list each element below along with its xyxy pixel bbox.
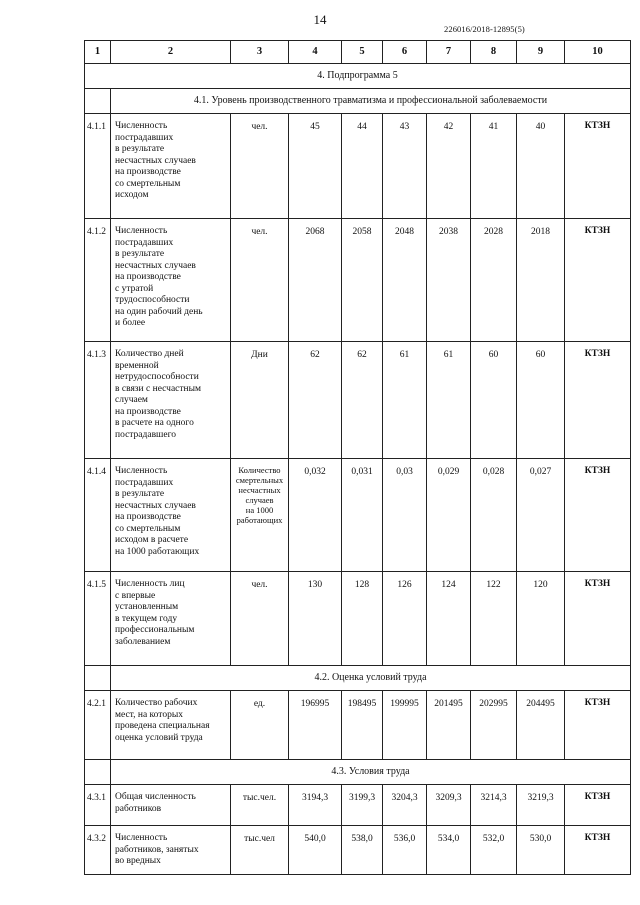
indicator-name	[111, 114, 231, 219]
value-cell: 536,0	[383, 826, 427, 875]
value-cell: 199995	[383, 691, 427, 760]
responsible-cell: КТЗН	[565, 572, 631, 666]
indicator-code: 4.1.4	[85, 459, 111, 572]
unit-of-measure	[231, 691, 289, 760]
unit-of-measure	[231, 114, 289, 219]
header-cell: 4	[289, 41, 342, 64]
responsible-cell: КТЗН	[565, 342, 631, 459]
text-line: Дни	[251, 350, 268, 360]
text-line: работников, занятых	[115, 844, 199, 855]
header-cell: 10	[565, 41, 631, 64]
responsible-cell: КТЗН	[565, 826, 631, 875]
value-cell: 130	[289, 572, 342, 666]
text-line: работающих	[236, 515, 283, 525]
text-line: случаем	[115, 395, 148, 405]
unit-of-measure	[231, 342, 289, 459]
value-cell: 60	[471, 342, 517, 459]
responsible-cell: КТЗН	[565, 691, 631, 760]
header-cell: 2	[111, 41, 231, 64]
text-line: чел.	[251, 227, 268, 237]
responsible-cell: КТЗН	[565, 459, 631, 572]
value-cell: 44	[342, 114, 383, 219]
unit-of-measure	[231, 572, 289, 666]
unit-of-measure	[231, 785, 289, 826]
section-title-4-1: 4.1. Уровень производственного травматизма и профессиональной заболеваемости	[111, 89, 631, 114]
text-line: случаев	[245, 495, 274, 505]
indicator-code: 4.1.1	[85, 114, 111, 219]
section-spacer	[85, 89, 111, 114]
header-row	[85, 41, 631, 64]
page-number: 14	[313, 12, 327, 27]
value-cell: 2058	[342, 219, 383, 342]
text-line: в текущем году	[115, 613, 178, 624]
document-code: 226016/2018-12895(5)	[444, 24, 525, 34]
unit-of-measure	[231, 826, 289, 875]
responsible-cell: КТЗН	[565, 114, 631, 219]
indicator-code: 4.1.3	[85, 342, 111, 459]
header-cell: 6	[383, 41, 427, 64]
text-line: с утратой	[115, 283, 154, 294]
text-line: в результате	[115, 249, 165, 259]
text-line: Общая численность	[115, 792, 196, 802]
text-line: несчастных случаев	[115, 500, 196, 511]
section-spacer	[85, 666, 111, 691]
text-line: Численность	[115, 121, 168, 131]
text-line: пострадавших	[115, 132, 174, 143]
value-cell: 45	[289, 114, 342, 219]
indicator-code: 4.1.5	[85, 572, 111, 666]
text-line: на производстве	[115, 167, 181, 177]
text-line: Количество рабочих	[115, 698, 198, 708]
section-row	[85, 760, 631, 785]
indicator-code: 4.3.1	[85, 785, 111, 826]
header-cell: 1	[85, 41, 111, 64]
value-cell: 61	[383, 342, 427, 459]
value-cell: 126	[383, 572, 427, 666]
table-row	[85, 572, 631, 666]
table-row	[85, 459, 631, 572]
text-line: ед.	[253, 699, 266, 709]
value-cell: 2028	[471, 219, 517, 342]
text-line: чел.	[251, 122, 268, 132]
value-cell: 0,032	[289, 459, 342, 572]
value-cell: 3209,3	[427, 785, 471, 826]
text-line: профессиональным	[115, 625, 195, 635]
text-line: пострадавших	[115, 237, 174, 248]
indicator-code: 4.1.2	[85, 219, 111, 342]
table-row	[85, 785, 631, 826]
text-line: тыс.чел	[244, 834, 275, 844]
value-cell: 538,0	[342, 826, 383, 875]
value-cell: 124	[427, 572, 471, 666]
value-cell: 198495	[342, 691, 383, 760]
value-cell: 2038	[427, 219, 471, 342]
value-cell: 61	[427, 342, 471, 459]
value-cell: 204495	[517, 691, 565, 760]
indicator-name	[111, 691, 231, 760]
section-title-4-3: 4.3. Условия труда	[111, 760, 631, 785]
section-row	[85, 666, 631, 691]
indicator-name	[111, 342, 231, 459]
text-line: на 1000 работающих	[115, 546, 200, 557]
text-line: Количество	[238, 465, 281, 475]
value-cell: 0,03	[383, 459, 427, 572]
header-cell: 9	[517, 41, 565, 64]
header-cell: 7	[427, 41, 471, 64]
text-line: несчастных случаев	[115, 260, 196, 271]
text-line: заболеванием	[115, 636, 171, 647]
text-line: Численность	[115, 833, 168, 843]
text-line: исходом в расчете	[115, 535, 189, 545]
responsible-cell: КТЗН	[565, 785, 631, 826]
text-line: чел.	[251, 580, 268, 590]
text-line: тыс.чел.	[242, 793, 277, 803]
text-line: Количество дней	[115, 349, 184, 359]
table-row	[85, 114, 631, 219]
text-line: с впервые	[115, 590, 156, 601]
header-cell: 5	[342, 41, 383, 64]
value-cell: 3214,3	[471, 785, 517, 826]
table-row	[85, 342, 631, 459]
text-line: на производстве	[115, 406, 181, 417]
text-line: на 1000	[245, 505, 274, 515]
value-cell: 41	[471, 114, 517, 219]
text-line: на производстве	[115, 272, 181, 282]
text-line: установленным	[115, 602, 179, 612]
text-line: во вредных	[115, 856, 161, 866]
text-line: оценка условий труда	[115, 732, 203, 743]
text-line: на производстве	[115, 512, 181, 522]
text-line: проведена специальная	[115, 721, 210, 731]
text-line: в расчете на одного	[115, 418, 194, 428]
section-row	[85, 89, 631, 114]
header-cell: 3	[231, 41, 289, 64]
value-cell: 62	[342, 342, 383, 459]
value-cell: 202995	[471, 691, 517, 760]
text-line: смертельных	[235, 475, 284, 485]
section-spacer	[85, 760, 111, 785]
value-cell: 532,0	[471, 826, 517, 875]
unit-of-measure	[231, 459, 289, 572]
text-line: на один рабочий день	[115, 306, 203, 317]
value-cell: 196995	[289, 691, 342, 760]
value-cell: 530,0	[517, 826, 565, 875]
value-cell: 60	[517, 342, 565, 459]
indicator-code: 4.2.1	[85, 691, 111, 760]
subprogram-row	[85, 64, 631, 89]
text-line: в результате	[115, 144, 165, 154]
value-cell: 43	[383, 114, 427, 219]
text-line: пострадавших	[115, 477, 174, 488]
table-row	[85, 219, 631, 342]
value-cell: 540,0	[289, 826, 342, 875]
section-title-4-2: 4.2. Оценка условий труда	[111, 666, 631, 691]
indicator-name	[111, 572, 231, 666]
value-cell: 2068	[289, 219, 342, 342]
header-cell: 8	[471, 41, 517, 64]
value-cell: 0,028	[471, 459, 517, 572]
indicator-name	[111, 459, 231, 572]
text-line: временной	[115, 360, 159, 371]
text-line: пострадавшего	[115, 429, 176, 440]
value-cell: 120	[517, 572, 565, 666]
text-line: со смертельным	[115, 523, 181, 534]
indicator-name	[111, 219, 231, 342]
value-cell: 534,0	[427, 826, 471, 875]
indicator-name	[111, 785, 231, 826]
value-cell: 201495	[427, 691, 471, 760]
text-line: работников	[115, 803, 162, 814]
table-row	[85, 826, 631, 875]
value-cell: 3219,3	[517, 785, 565, 826]
unit-of-measure	[231, 219, 289, 342]
text-line: исходом	[115, 190, 149, 200]
value-cell: 3199,3	[342, 785, 383, 826]
value-cell: 62	[289, 342, 342, 459]
indicator-name	[111, 826, 231, 875]
text-line: несчастных	[238, 485, 281, 495]
indicators-table	[84, 40, 631, 875]
value-cell: 3194,3	[289, 785, 342, 826]
text-line: Численность	[115, 466, 168, 476]
subprogram-title: 4. Подпрограмма 5	[85, 64, 631, 89]
value-cell: 2018	[517, 219, 565, 342]
value-cell: 0,027	[517, 459, 565, 572]
value-cell: 128	[342, 572, 383, 666]
text-line: трудоспособности	[115, 295, 190, 305]
table-row	[85, 691, 631, 760]
value-cell: 0,031	[342, 459, 383, 572]
text-line: и более	[115, 318, 146, 328]
value-cell: 2048	[383, 219, 427, 342]
text-line: Численность	[115, 226, 168, 236]
text-line: мест, на которых	[115, 709, 183, 720]
text-line: Численность лиц	[115, 579, 185, 589]
text-line: несчастных случаев	[115, 155, 196, 166]
text-line: в связи с несчастным	[115, 383, 202, 394]
text-line: нетрудоспособности	[115, 372, 199, 382]
indicator-code: 4.3.2	[85, 826, 111, 875]
value-cell: 122	[471, 572, 517, 666]
value-cell: 0,029	[427, 459, 471, 572]
value-cell: 3204,3	[383, 785, 427, 826]
text-line: в результате	[115, 489, 165, 499]
text-line: со смертельным	[115, 178, 181, 189]
responsible-cell: КТЗН	[565, 219, 631, 342]
value-cell: 42	[427, 114, 471, 219]
value-cell: 40	[517, 114, 565, 219]
